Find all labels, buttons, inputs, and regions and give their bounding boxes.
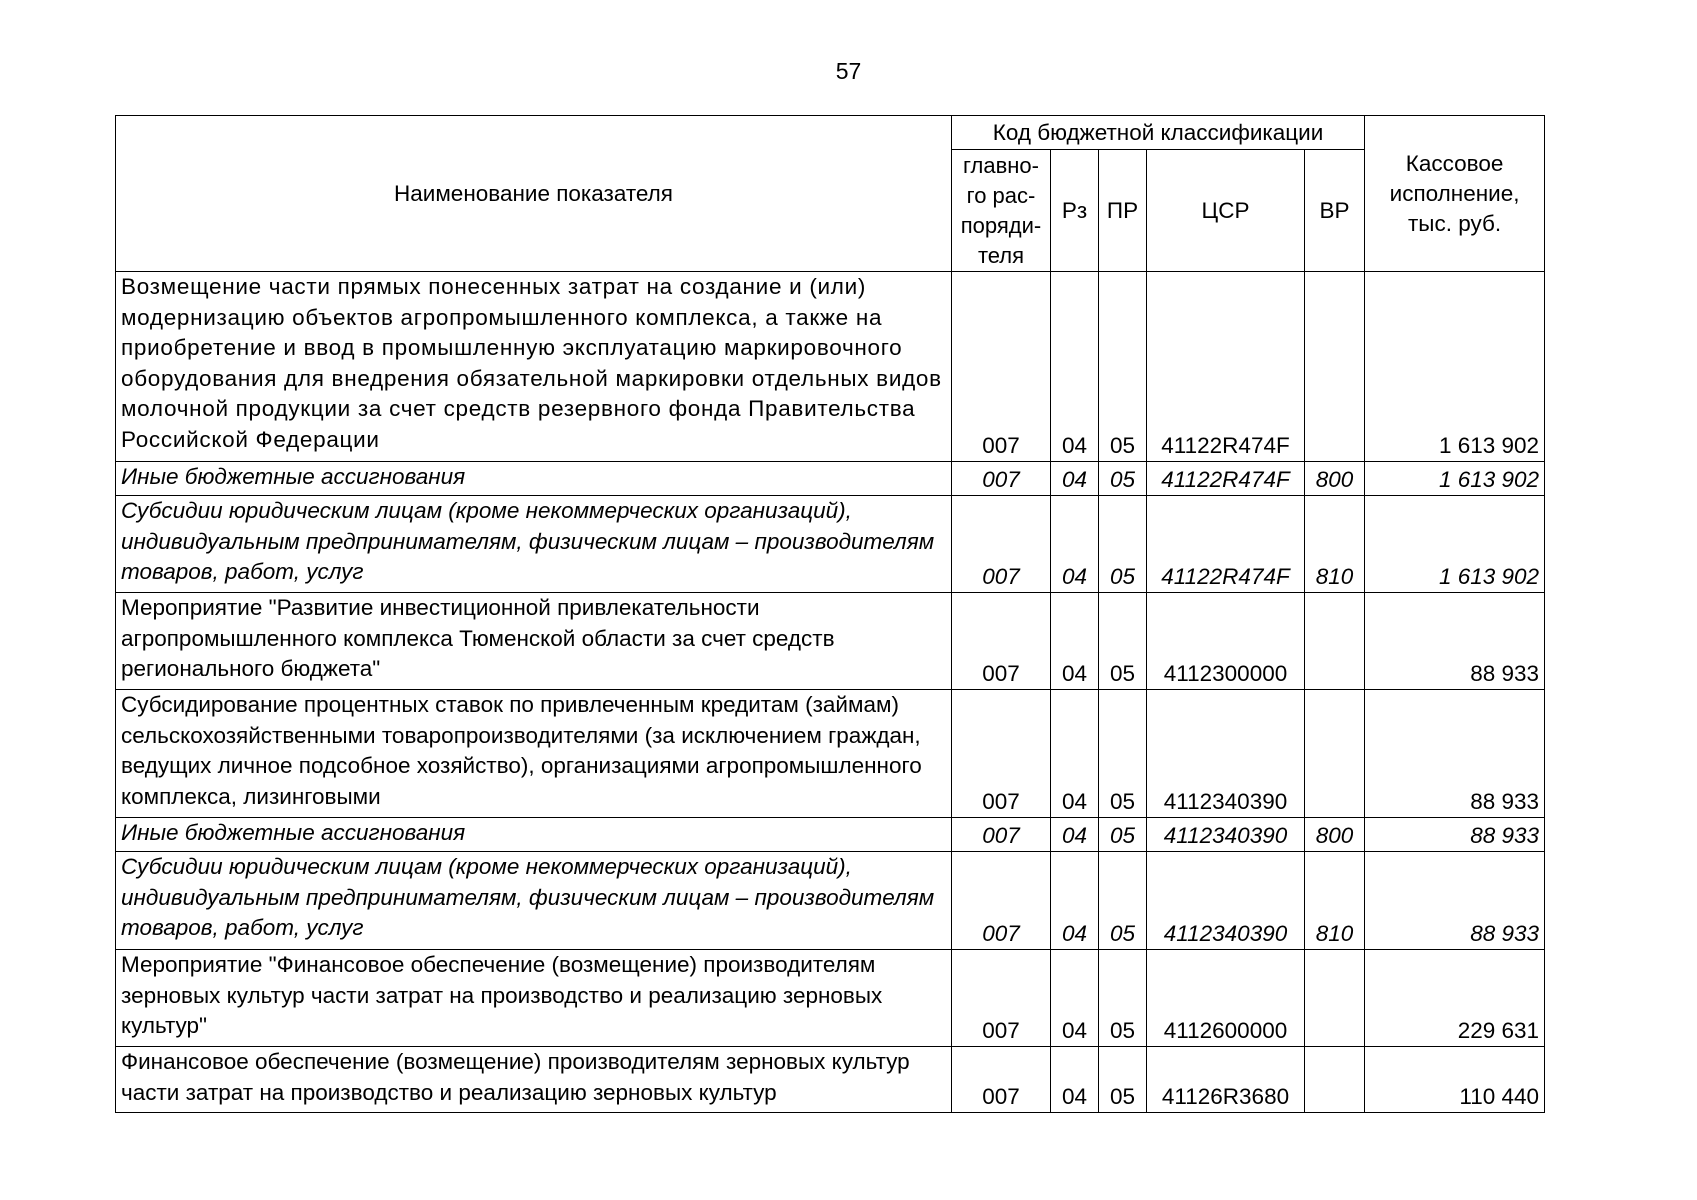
budget-table [115,115,1545,1113]
header-code-group: Код бюджетной классификации [952,116,1365,150]
row-pr: 05 [1099,496,1147,593]
row-pr: 05 [1099,852,1147,950]
row-csr: 4112340390 [1147,818,1305,852]
row-pr: 05 [1099,818,1147,852]
row-amount: 1 613 902 [1365,272,1545,462]
row-name: Мероприятие "Развитие инвестиционной привлекательности агропромышленного комплекса Тюменской области за счет средств регионального бюджета" [116,593,952,690]
header-pr: ПР [1099,150,1147,272]
row-vr [1305,593,1365,690]
row-rz: 04 [1051,950,1099,1047]
table-row [116,690,1545,818]
row-csr: 4112300000 [1147,593,1305,690]
row-pr: 05 [1099,593,1147,690]
row-amount: 88 933 [1365,852,1545,950]
row-csr: 4112600000 [1147,950,1305,1047]
row-rz: 04 [1051,818,1099,852]
row-csr: 41122R474F [1147,496,1305,593]
header-csr: ЦСР [1147,150,1305,272]
row-name: Возмещение части прямых понесенных затрат на создание и (или) модернизацию объектов агропромышленного комплекса, а также на приобретение и ввод в промышленную эксплуатацию маркировочного оборудования для внедрения обязательной маркировки отдельных видов молочной продукции за счет средств резервного фонда Правительства Российской Федерации [116,272,952,462]
row-vr [1305,1047,1365,1113]
row-amount: 88 933 [1365,690,1545,818]
row-rz: 04 [1051,852,1099,950]
header-rz: Рз [1051,150,1099,272]
row-vr: 810 [1305,496,1365,593]
row-csr: 4112340390 [1147,852,1305,950]
row-admin: 007 [952,1047,1051,1113]
page-number: 57 [835,58,862,84]
row-csr: 41126R3680 [1147,1047,1305,1113]
row-pr: 05 [1099,950,1147,1047]
row-name: Финансовое обеспечение (возмещение) производителям зерновых культур части затрат на производство и реализацию зерновых культур [116,1047,952,1113]
table-row [116,1047,1545,1113]
row-rz: 04 [1051,272,1099,462]
header-execution: Кассовое исполнение, тыс. руб. [1365,116,1545,272]
row-pr: 05 [1099,462,1147,496]
row-csr: 41122R474F [1147,272,1305,462]
row-name: Субсидии юридическим лицам (кроме некоммерческих организаций), индивидуальным предпринимателям, физическим лицам – производителям товаров, работ, услуг [116,496,952,593]
row-rz: 04 [1051,690,1099,818]
row-rz: 04 [1051,1047,1099,1113]
table-row [116,818,1545,852]
row-amount: 1 613 902 [1365,496,1545,593]
row-vr [1305,272,1365,462]
header-chief-admin: главно- го рас- поряди- теля [952,150,1051,272]
table-row [116,852,1545,950]
row-pr: 05 [1099,1047,1147,1113]
row-name: Иные бюджетные ассигнования [116,462,952,496]
row-rz: 04 [1051,593,1099,690]
row-amount: 1 613 902 [1365,462,1545,496]
row-vr: 810 [1305,852,1365,950]
row-pr: 05 [1099,690,1147,818]
row-vr [1305,950,1365,1047]
table-row [116,496,1545,593]
row-name: Мероприятие "Финансовое обеспечение (возмещение) производителям зерновых культур части затрат на производство и реализацию зерновых культур" [116,950,952,1047]
table-row [116,593,1545,690]
table-row [116,272,1545,462]
row-admin: 007 [952,272,1051,462]
row-amount: 229 631 [1365,950,1545,1047]
row-name: Субсидии юридическим лицам (кроме некоммерческих организаций), индивидуальным предпринимателям, физическим лицам – производителям товаров, работ, услуг [116,852,952,950]
header-name: Наименование показателя [116,116,952,272]
row-admin: 007 [952,593,1051,690]
row-csr: 4112340390 [1147,690,1305,818]
row-name: Иные бюджетные ассигнования [116,818,952,852]
row-vr: 800 [1305,818,1365,852]
row-pr: 05 [1099,272,1147,462]
row-rz: 04 [1051,462,1099,496]
row-name: Субсидирование процентных ставок по привлеченным кредитам (займам) сельскохозяйственными товаропроизводителями (за исключением граждан, ведущих личное подсобное хозяйство), организациями агропромышленного комплекса, лизинговыми [116,690,952,818]
row-amount: 88 933 [1365,593,1545,690]
row-admin: 007 [952,496,1051,593]
row-rz: 04 [1051,496,1099,593]
table-row [116,950,1545,1047]
row-vr [1305,690,1365,818]
row-admin: 007 [952,690,1051,818]
row-admin: 007 [952,818,1051,852]
row-amount: 88 933 [1365,818,1545,852]
row-vr: 800 [1305,462,1365,496]
row-admin: 007 [952,852,1051,950]
header-vr: ВР [1305,150,1365,272]
row-admin: 007 [952,462,1051,496]
row-admin: 007 [952,950,1051,1047]
table-row [116,462,1545,496]
row-amount: 110 440 [1365,1047,1545,1113]
row-csr: 41122R474F [1147,462,1305,496]
